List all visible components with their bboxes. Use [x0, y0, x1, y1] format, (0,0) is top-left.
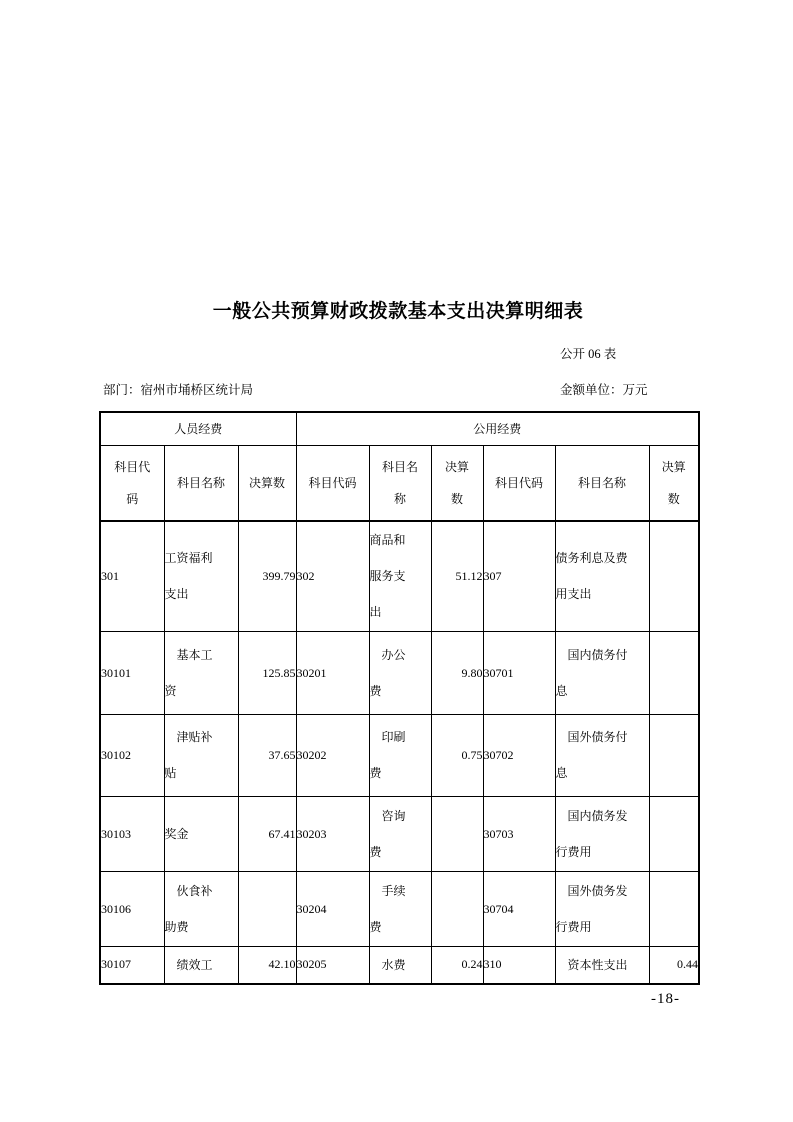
- cell-text-line: 30106: [101, 901, 131, 916]
- cell-text-line: 行费用: [555, 919, 592, 934]
- table-header: [100, 412, 699, 521]
- cell-code: [100, 946, 164, 984]
- cell-text-line: 0.44: [677, 957, 698, 972]
- cell-text-line: 0.24: [461, 957, 483, 972]
- cell-text-line: 30704: [483, 901, 514, 916]
- cell-text-line: 9.80: [461, 665, 483, 680]
- cell-amount: [431, 946, 483, 984]
- column-header: [369, 445, 431, 521]
- page-title: 一般公共预算财政拨款基本支出决算明细表: [212, 301, 584, 322]
- cell-text-line: 42.10: [268, 957, 296, 972]
- cell-text-line: 51.12: [455, 569, 483, 584]
- cell-amount: [238, 871, 296, 946]
- table-row: [100, 871, 699, 946]
- table-row: [100, 521, 699, 631]
- cell-code: [296, 946, 369, 984]
- table-body: [100, 521, 699, 984]
- column-header: [649, 445, 699, 521]
- cell-text-line: 费: [369, 919, 382, 934]
- cell-text-line: 水费: [369, 958, 406, 973]
- table-row: [100, 946, 699, 984]
- budget-detail-table: [99, 411, 700, 985]
- cell-text-line: 科目名: [381, 459, 418, 474]
- cell-amount: [431, 714, 483, 796]
- cell-text-line: 30702: [483, 748, 514, 762]
- cell-amount: [238, 796, 296, 871]
- cell-name: [369, 631, 431, 714]
- cell-text-line: 67.41: [268, 826, 296, 841]
- cell-text-line: 基本工: [164, 647, 213, 662]
- cell-text-line: 决算: [444, 459, 469, 474]
- cell-text-line: 决算数: [248, 475, 285, 490]
- cell-text-line: 科目代码: [308, 475, 357, 490]
- cell-text-line: 码: [126, 491, 139, 506]
- cell-code: [483, 871, 555, 946]
- cell-code: [100, 631, 164, 714]
- cell-text-line: 费: [369, 683, 382, 698]
- cell-name: [164, 796, 238, 871]
- cell-text-line: 科目代码: [494, 475, 543, 490]
- cell-amount: [431, 521, 483, 631]
- cell-amount: [238, 714, 296, 796]
- cell-amount: [431, 796, 483, 871]
- cell-text-line: 支出: [164, 587, 189, 602]
- cell-text-line: 30205: [296, 957, 327, 972]
- cell-text-line: 伙食补: [164, 883, 213, 898]
- cell-text-line: 30204: [296, 901, 327, 916]
- unit-label: 金额单位：万元: [560, 383, 648, 397]
- cell-code: [296, 871, 369, 946]
- cell-text-line: 手续: [369, 883, 406, 898]
- cell-code: [296, 521, 369, 631]
- cell-text-line: 奖金: [164, 826, 189, 841]
- cell-text-line: 息: [555, 683, 568, 698]
- cell-text-line: 助费: [164, 919, 189, 934]
- cell-amount: [649, 631, 699, 714]
- cell-text-line: 30701: [483, 665, 514, 680]
- cell-text-line: 国外债务付: [555, 730, 628, 744]
- cell-name: [369, 714, 431, 796]
- cell-text-line: 科目名称: [577, 475, 626, 490]
- cell-name: [555, 521, 649, 631]
- cell-code: [296, 796, 369, 871]
- cell-amount: [238, 946, 296, 984]
- cell-amount: [238, 631, 296, 714]
- cell-name: [369, 521, 431, 631]
- cell-text-line: 30703: [483, 826, 514, 841]
- cell-code: [296, 631, 369, 714]
- cell-text-line: 数: [667, 491, 680, 506]
- cell-amount: [649, 946, 699, 984]
- cell-text-line: 办公: [369, 647, 406, 662]
- cell-name: [555, 714, 649, 796]
- cell-code: [100, 796, 164, 871]
- cell-text-line: 贴: [164, 766, 177, 780]
- cell-text-line: 30107: [101, 957, 131, 972]
- cell-name: [164, 631, 238, 714]
- cell-amount: [649, 871, 699, 946]
- table-row: [100, 631, 699, 714]
- cell-amount: [431, 871, 483, 946]
- cell-text-line: 307: [483, 569, 502, 584]
- cell-code: [296, 714, 369, 796]
- cell-text-line: 资本性支出: [555, 958, 628, 973]
- cell-text-line: 30101: [101, 665, 131, 680]
- cell-text-line: 30203: [296, 826, 327, 841]
- cell-name: [369, 946, 431, 984]
- cell-name: [369, 796, 431, 871]
- cell-text-line: 费: [369, 844, 382, 859]
- table-row: [100, 796, 699, 871]
- table-group-header-row: [100, 412, 699, 445]
- cell-text-line: 数: [450, 491, 463, 506]
- page-number: -18-: [651, 991, 680, 1007]
- cell-text-line: 用支出: [555, 587, 592, 602]
- cell-name: [164, 521, 238, 631]
- cell-amount: [431, 631, 483, 714]
- cell-text-line: 37.65: [268, 748, 296, 762]
- cell-text-line: 商品和: [369, 533, 406, 548]
- cell-amount: [649, 796, 699, 871]
- cell-text-line: 印刷: [369, 730, 406, 744]
- cell-text-line: 310: [483, 957, 502, 972]
- cell-text-line: 决算: [661, 459, 686, 474]
- cell-text-line: 125.85: [262, 665, 296, 680]
- cell-text-line: 出: [369, 605, 382, 620]
- cell-text-line: 津贴补: [164, 730, 213, 744]
- column-group-header: 公用经费: [296, 412, 699, 445]
- cell-text-line: 资: [164, 683, 177, 698]
- cell-text-line: 绩效工: [164, 958, 213, 973]
- cell-text-line: 30102: [101, 748, 131, 762]
- cell-name: [369, 871, 431, 946]
- cell-text-line: 服务支: [369, 569, 406, 584]
- cell-code: [100, 714, 164, 796]
- cell-text-line: 费: [369, 766, 382, 780]
- cell-text-line: 0.75: [461, 748, 483, 762]
- cell-text-line: 399.79: [262, 569, 296, 584]
- cell-amount: [649, 714, 699, 796]
- cell-name: [555, 871, 649, 946]
- cell-code: [100, 521, 164, 631]
- cell-code: [483, 714, 555, 796]
- cell-text-line: 称: [393, 491, 406, 506]
- cell-text-line: 302: [296, 569, 315, 584]
- cell-code: [483, 946, 555, 984]
- cell-text-line: 30201: [296, 665, 327, 680]
- column-header: [164, 445, 238, 521]
- column-group-header: 人员经费: [100, 412, 296, 445]
- table-code-label: 公开 06 表: [560, 347, 617, 361]
- cell-text-line: 国内债务发: [555, 808, 628, 823]
- cell-name: [164, 871, 238, 946]
- cell-text-line: 科目代: [114, 459, 151, 474]
- cell-text-line: 咨询: [369, 808, 406, 823]
- table-row: [100, 714, 699, 796]
- cell-code: [100, 871, 164, 946]
- cell-code: [483, 631, 555, 714]
- cell-text-line: 科目名称: [176, 475, 225, 490]
- column-header: [238, 445, 296, 521]
- cell-text-line: 债务利息及费: [555, 551, 628, 566]
- department-label: 部门：宿州市埇桥区统计局: [103, 383, 254, 397]
- cell-name: [555, 796, 649, 871]
- cell-name: [555, 946, 649, 984]
- cell-text-line: 30202: [296, 748, 327, 762]
- cell-text-line: 30103: [101, 826, 131, 841]
- cell-name: [555, 631, 649, 714]
- cell-name: [164, 946, 238, 984]
- table-column-header-row: [100, 445, 699, 521]
- cell-text-line: 息: [555, 766, 568, 780]
- cell-name: [164, 714, 238, 796]
- cell-text-line: 国内债务付: [555, 647, 628, 662]
- cell-amount: [649, 521, 699, 631]
- cell-text-line: 工资福利: [164, 551, 213, 566]
- column-header: [431, 445, 483, 521]
- cell-text-line: 国外债务发: [555, 883, 628, 898]
- cell-code: [483, 796, 555, 871]
- column-header: [296, 445, 369, 521]
- cell-amount: [238, 521, 296, 631]
- cell-code: [483, 521, 555, 631]
- cell-text-line: 301: [101, 569, 119, 584]
- cell-text-line: 行费用: [555, 844, 592, 859]
- column-header: [483, 445, 555, 521]
- column-header: [555, 445, 649, 521]
- column-header: [100, 445, 164, 521]
